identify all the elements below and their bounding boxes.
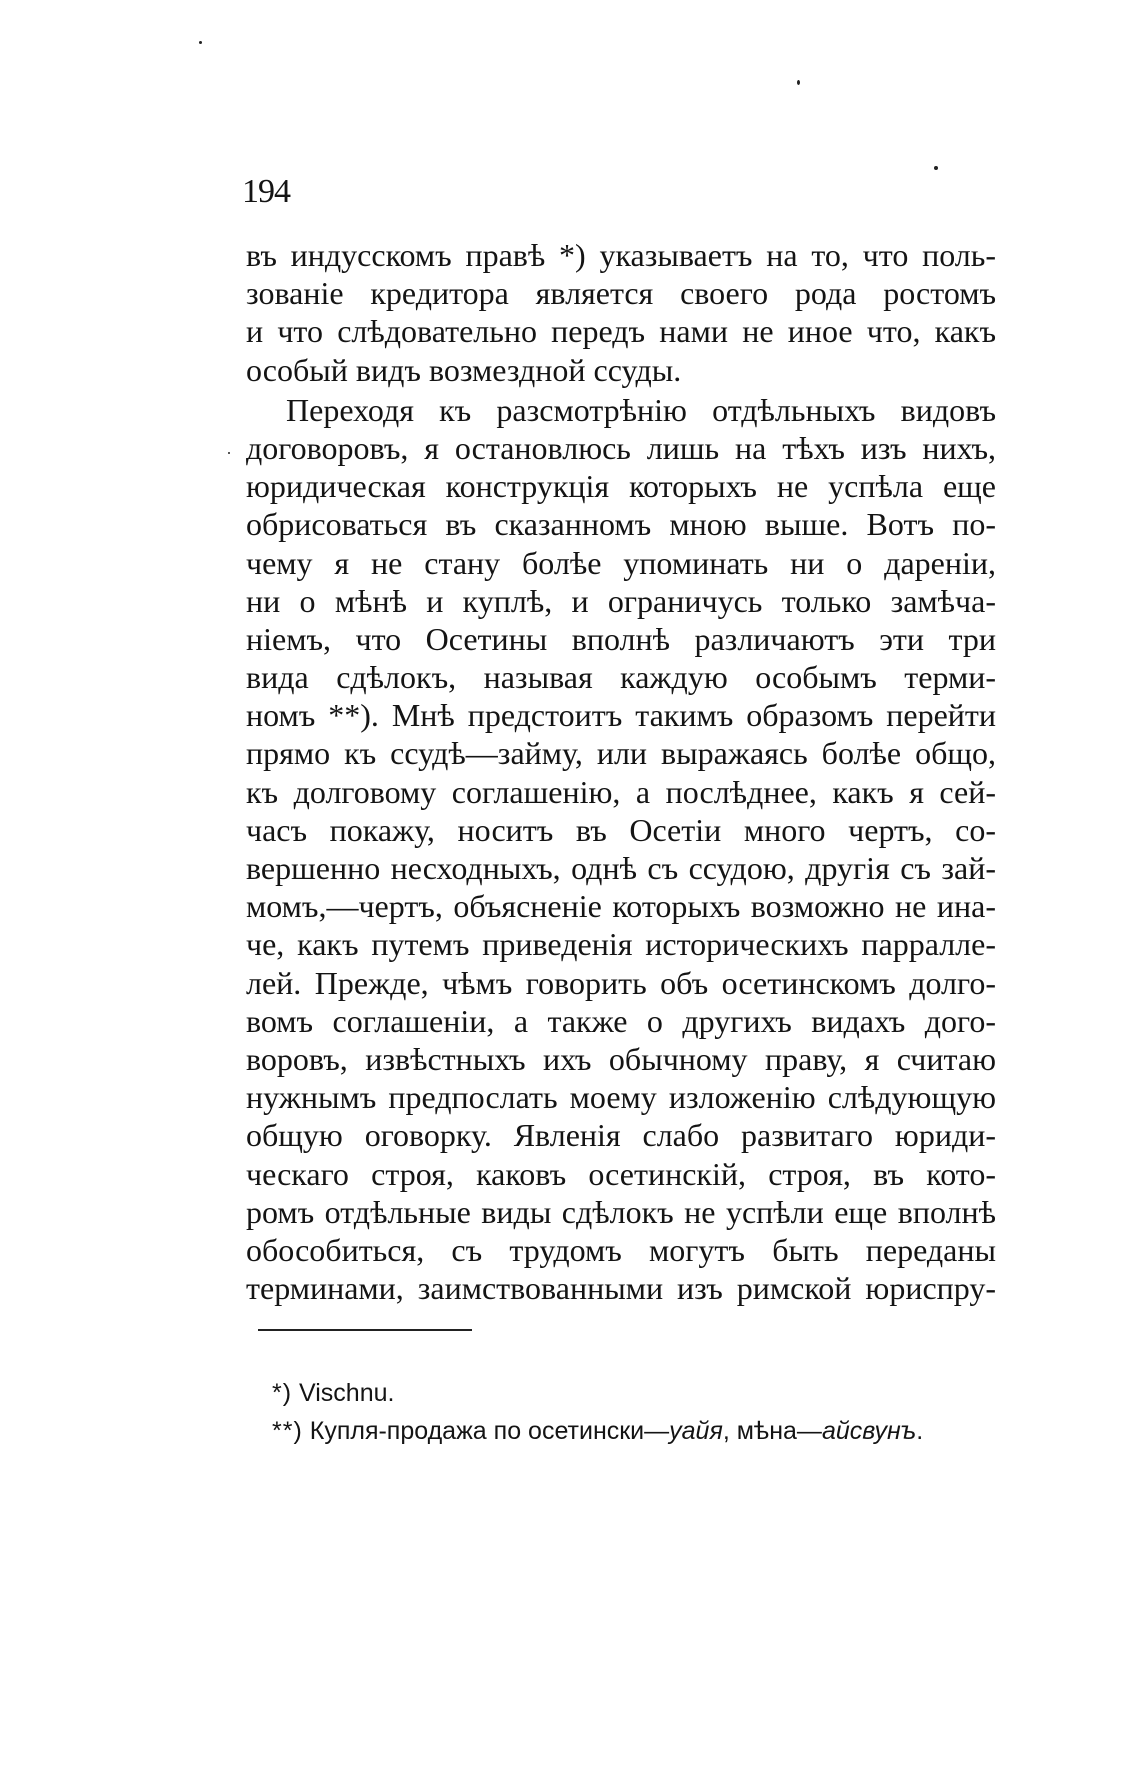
text-line: въ индусскомъ правѣ *) указываетъ на то, что поль- <box>246 237 996 273</box>
text-line: къ долговому соглашенію, а послѣднее, какъ я сей- <box>246 773 996 810</box>
text-line: момъ,—чертъ, объясненіе которыхъ возможно не ина- <box>246 888 996 925</box>
scan-speck <box>934 166 938 170</box>
text-line: ніемъ, что Осетины вполнѣ различаютъ эти три <box>246 620 996 657</box>
text-line: и что слѣдовательно передъ нами не иное что, какъ <box>246 313 996 350</box>
text-line: че, какъ путемъ приведенія историческихъ парралле- <box>246 926 996 963</box>
text-line: общую оговорку. Явленія слабо развитаго юриди- <box>246 1117 996 1154</box>
footnote-text: . <box>916 1417 924 1445</box>
text-line: чему я не стану болѣе упоминать ни о дареніи, <box>246 544 996 581</box>
footnote-text: Vischnu. <box>299 1379 395 1407</box>
text-line: вершенно несходныхъ, однѣ съ ссудою, другія съ зай- <box>246 850 996 886</box>
text-line: ни о мѣнѣ и куплѣ, и ограничусь только замѣча- <box>246 582 996 619</box>
text-line: особый видъ возмездной ссуды. <box>246 351 682 388</box>
text-line: Переходя къ разсмотрѣнію отдѣльныхъ видовъ <box>286 391 996 428</box>
footnote-divider <box>258 1329 472 1331</box>
text-line: юридическая конструкція которыхъ не успѣла еще <box>246 468 996 505</box>
footnote-mark: **) <box>272 1417 303 1445</box>
page-number: 194 <box>242 173 290 210</box>
text-line: нужнымъ предпослать моему изложенію слѣдующую <box>246 1079 996 1116</box>
footnote-mark: *) <box>272 1379 293 1407</box>
text-line: воровъ, извѣстныхъ ихъ обычному праву, я считаю <box>246 1040 996 1077</box>
scan-speck <box>228 452 230 454</box>
text-line: часъ покажу, носитъ въ Осетіи много чертъ, со- <box>246 811 996 848</box>
footnote-term-italic: айсвунъ <box>821 1417 917 1445</box>
text-line: обособиться, съ трудомъ могутъ быть переданы <box>246 1231 996 1268</box>
footnote-1 <box>272 1374 992 1412</box>
text-line: ромъ отдѣльные виды сдѣлокъ не успѣли еще вполнѣ <box>246 1193 996 1230</box>
text-line: терминами, заимствованными изъ римской юриспру- <box>246 1270 996 1307</box>
footnote-term-italic: уайя <box>669 1417 723 1445</box>
text-line: обрисоваться въ сказанномъ мною выше. Вотъ по- <box>246 506 996 543</box>
scan-speck <box>797 80 800 85</box>
text-line: вида сдѣлокъ, называя каждую особымъ терми- <box>246 659 996 696</box>
footnote-text: Купля-продажа по осетински— <box>309 1417 670 1445</box>
body-text <box>246 236 996 1307</box>
footnote-text: , мѣна— <box>722 1417 822 1445</box>
footnote-2 <box>272 1412 992 1450</box>
text-line: ческаго строя, каковъ осетинскій, строя, въ кото- <box>246 1155 996 1192</box>
text-line: прямо къ ссудѣ—займу, или выражаясь болѣе общо, <box>246 735 996 772</box>
text-line: вомъ соглашеніи, а также о другихъ видахъ дого- <box>246 1002 996 1039</box>
text-line: лей. Прежде, чѣмъ говорить объ осетинскомъ долго- <box>246 964 996 1001</box>
scan-speck <box>199 41 202 44</box>
text-line: зованіе кредитора является своего рода ростомъ <box>246 275 996 312</box>
text-line: договоровъ, я остановлюсь лишь на тѣхъ изъ нихъ, <box>246 429 996 466</box>
footnotes <box>272 1374 992 1450</box>
text-line: номъ **). Мнѣ предстоитъ такимъ образомъ перейти <box>246 697 996 734</box>
